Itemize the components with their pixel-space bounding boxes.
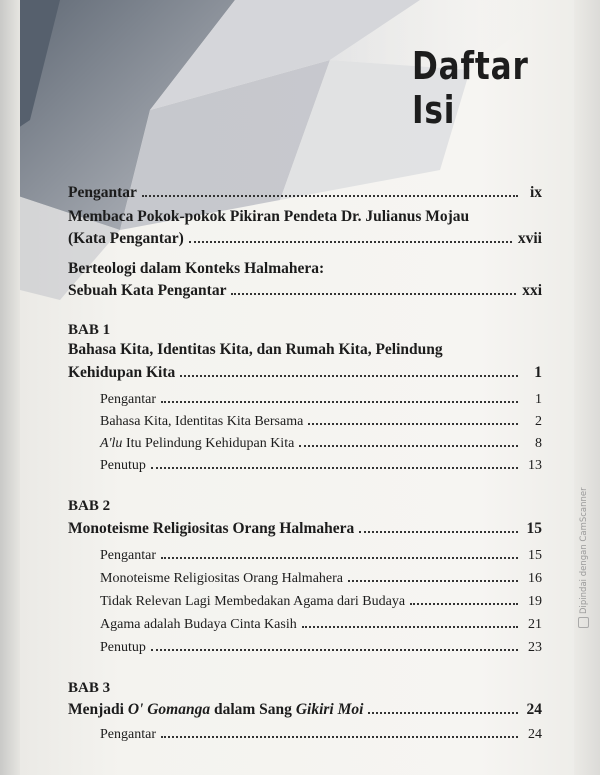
dot-leader bbox=[410, 603, 518, 605]
dot-leader bbox=[180, 375, 518, 377]
section-page: 2 bbox=[535, 414, 542, 429]
chapter-label: BAB 1 bbox=[68, 322, 111, 338]
section-title: Penutup bbox=[100, 458, 146, 473]
section-page: 8 bbox=[535, 436, 542, 451]
section-page: 19 bbox=[528, 594, 542, 609]
section-entry[interactable] bbox=[100, 436, 542, 452]
toc-entry-title: (Kata Pengantar) bbox=[68, 230, 184, 247]
chapter-entry[interactable] bbox=[68, 701, 542, 719]
section-title: Pengantar bbox=[100, 727, 156, 742]
toc-entry-title-line1[interactable]: Berteologi dalam Konteks Halmahera: bbox=[68, 260, 325, 277]
chapter-entry[interactable] bbox=[68, 520, 542, 538]
chapter-title: Menjadi O' Gomanga dalam Sang Gikiri Moi bbox=[68, 701, 364, 718]
toc-entry[interactable] bbox=[68, 230, 542, 248]
camscanner-icon bbox=[578, 617, 589, 628]
toc-entry-page: ix bbox=[529, 184, 542, 201]
section-title: Bahasa Kita, Identitas Kita Bersama bbox=[100, 414, 304, 429]
dot-leader bbox=[231, 293, 516, 295]
section-page: 15 bbox=[528, 548, 542, 563]
section-page: 16 bbox=[528, 571, 542, 586]
section-page: 21 bbox=[528, 617, 542, 632]
section-title: Penutup bbox=[100, 640, 146, 655]
section-page: 24 bbox=[528, 727, 542, 742]
section-title: Tidak Relevan Lagi Membedakan Agama dari Budaya bbox=[100, 594, 406, 609]
toc-entry[interactable] bbox=[68, 184, 542, 202]
section-entry[interactable] bbox=[100, 571, 542, 587]
chapter-page: 24 bbox=[526, 701, 542, 718]
dot-leader bbox=[161, 736, 518, 738]
dot-leader bbox=[151, 649, 518, 651]
section-title: Pengantar bbox=[100, 548, 156, 563]
chapter-title: Monoteisme Religiositas Orang Halmahera bbox=[68, 520, 355, 537]
dot-leader bbox=[359, 531, 518, 533]
scanner-watermark: Dipindai dengan CamScanner bbox=[578, 487, 589, 628]
dot-leader bbox=[299, 445, 518, 447]
section-entry[interactable] bbox=[100, 640, 542, 656]
toc-entry-page: xxi bbox=[522, 282, 542, 299]
section-entry[interactable] bbox=[100, 617, 542, 633]
section-title: Pengantar bbox=[100, 392, 156, 407]
page-title: Daftar Isi bbox=[412, 44, 529, 132]
section-entry[interactable] bbox=[100, 727, 542, 743]
chapter-title: Kehidupan Kita bbox=[68, 364, 176, 381]
section-page: 23 bbox=[528, 640, 542, 655]
toc-entry-page: xvii bbox=[517, 230, 542, 247]
section-page: 13 bbox=[528, 458, 542, 473]
dot-leader bbox=[308, 423, 518, 425]
section-entry[interactable] bbox=[100, 594, 542, 610]
chapter-entry[interactable] bbox=[68, 364, 542, 382]
chapter-page: 1 bbox=[534, 364, 542, 381]
section-entry[interactable] bbox=[100, 414, 542, 430]
toc-entry-title: Pengantar bbox=[68, 184, 137, 201]
dot-leader bbox=[151, 467, 518, 469]
toc-entry-title: Sebuah Kata Pengantar bbox=[68, 282, 227, 299]
toc-entry[interactable] bbox=[68, 282, 542, 300]
chapter-label: BAB 2 bbox=[68, 498, 111, 514]
dot-leader bbox=[161, 557, 518, 559]
section-entry[interactable] bbox=[100, 548, 542, 564]
chapter-title-line1[interactable]: Bahasa Kita, Identitas Kita, dan Rumah Kita, Pelindung bbox=[68, 341, 443, 358]
dot-leader bbox=[142, 195, 518, 197]
section-page: 1 bbox=[535, 392, 542, 407]
section-title: Monoteisme Religiositas Orang Halmahera bbox=[100, 571, 343, 586]
dot-leader bbox=[189, 241, 512, 243]
section-title: Agama adalah Budaya Cinta Kasih bbox=[100, 617, 297, 632]
dot-leader bbox=[302, 626, 518, 628]
section-entry[interactable] bbox=[100, 458, 542, 474]
chapter-page: 15 bbox=[526, 520, 542, 537]
toc-entry-title-line1[interactable]: Membaca Pokok-pokok Pikiran Pendeta Dr. Julianus Mojau bbox=[68, 208, 470, 225]
dot-leader bbox=[348, 580, 518, 582]
section-title: A'lu Itu Pelindung Kehidupan Kita bbox=[100, 436, 295, 451]
dot-leader bbox=[368, 712, 518, 714]
dot-leader bbox=[161, 401, 518, 403]
section-entry[interactable] bbox=[100, 392, 542, 408]
chapter-label: BAB 3 bbox=[68, 680, 111, 696]
